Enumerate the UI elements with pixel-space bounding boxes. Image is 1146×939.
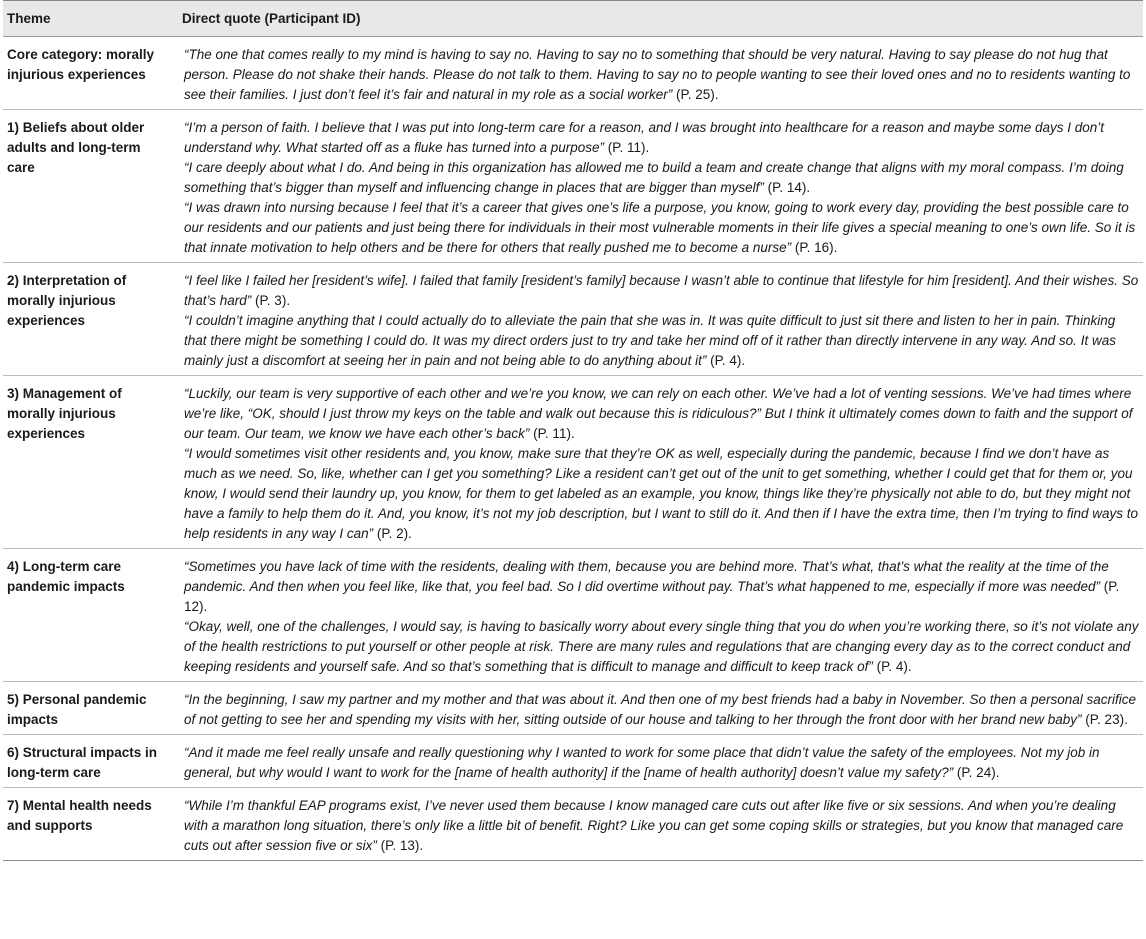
participant-id: (P. 16).: [791, 240, 838, 255]
theme-cell: 3) Management of morally injurious experiences: [3, 376, 178, 549]
table-row: [3, 263, 1143, 376]
quote: [184, 311, 1139, 371]
table-row: [3, 788, 1143, 861]
quote-text: “Okay, well, one of the challenges, I would say, is having to basically worry about every single thing that you do when you’re working there, so it’s not violate any of the health restrictions to put yourself or other people at risk. There are many rules and regulations that are changing every day as to the correct conduct and keeping residents and yourself safe. And so that’s something that is difficult to manage and difficult to keep track of”: [184, 619, 1139, 674]
quote-text: “The one that comes really to my mind is having to say no. Having to say no to something that should be very natural. Having to say please do not hug that person. Please do not shake their hands. Please do not talk to them. Having to say no to people wanting to see their loved ones and no to residents wanting to see their families. I just don’t feel it’s fair and natural in my role as a social worker”: [184, 47, 1131, 102]
table-row: [3, 376, 1143, 549]
themes-quotes-table: [3, 0, 1143, 861]
quote: [184, 690, 1139, 730]
quote-text: “I would sometimes visit other residents and, you know, make sure that they’re OK as well, especially during the pandemic, because I find we don’t have as much as we need. So, like, whether can I get you something? Like a resident can’t get out of the unit to get something, whether I could get that for them or, you know, I would send their laundry up, you know, for them to get labeled as an example, you know, things like they’re physically not able to do, but they might not have a family to help them do it. And, you know, it’s not my job description, but I want to still do it. And then if I have the extra time, then I’m trying to find ways to help residents in any way I can”: [184, 446, 1138, 541]
quote-text: “I feel like I failed her [resident’s wife]. I failed that family [resident’s family] because I wasn’t able to continue that lifestyle for him [resident]. And their wishes. So that’s hard”: [184, 273, 1139, 308]
table-row: [3, 549, 1143, 682]
quote-cell: [178, 549, 1143, 682]
quote-text: “While I’m thankful EAP programs exist, I’ve never used them because I know managed care cuts out after like five or six sessions. And when you’re dealing with a marathon long situation, there’s only like a little bit of benefit. Right? Like you can get some coping skills or strategies, but you know that managed care cuts out after session five or six”: [184, 798, 1124, 853]
table-row: [3, 682, 1143, 735]
quote: [184, 158, 1139, 198]
participant-id: (P. 4).: [706, 353, 746, 368]
quote-text: “Sometimes you have lack of time with the residents, dealing with them, because you are behind more. That’s what, that’s what the reality at the time of the pandemic. And then when you feel like, like that, you feel bad. So I did overtime without pay. That’s what happened to me, especially if more was needed”: [184, 559, 1109, 594]
participant-id: (P. 25).: [672, 87, 719, 102]
theme-cell: 2) Interpretation of morally injurious experiences: [3, 263, 178, 376]
quote-cell: [178, 682, 1143, 735]
quote-text: “Luckily, our team is very supportive of each other and we’re you know, we can rely on each other. We’ve had a lot of venting sessions. We’ve had times where we’re like, “OK, should I just throw my keys on the table and walk out because this is ridiculous?” But I think it ultimately comes down to faith and the support of our team. Our team, we know we have each other’s back”: [184, 386, 1133, 441]
header-row: [3, 1, 1143, 37]
quote: [184, 557, 1139, 617]
quote-text: “I care deeply about what I do. And being in this organization has allowed me to build a team and create change that aligns with my moral compass. I’m doing something that’s bigger than myself and influencing change in places that are bigger than myself”: [184, 160, 1124, 195]
quote: [184, 617, 1139, 677]
participant-id: (P. 11).: [604, 140, 650, 155]
quote-cell: [178, 110, 1143, 263]
theme-cell: 7) Mental health needs and supports: [3, 788, 178, 861]
participant-id: (P. 11).: [529, 426, 575, 441]
participant-id: (P. 2).: [373, 526, 412, 541]
table-row: [3, 110, 1143, 263]
quote: [184, 444, 1139, 544]
quote-cell: [178, 263, 1143, 376]
theme-cell: 4) Long-term care pandemic impacts: [3, 549, 178, 682]
quote-text: “And it made me feel really unsafe and really questioning why I wanted to work for some place that didn’t value the safety of the employees. Not my job in general, but why would I want to work for the [name of health authority] if the [name of health authority] doesn’t value my safety?”: [184, 745, 1100, 780]
quote-text: “In the beginning, I saw my partner and my mother and that was about it. And then one of my best friends had a baby in November. So then a personal sacrifice of not getting to see her and spending my visits with her, sitting outside of our house and talking to her through the front door with her brand new baby”: [184, 692, 1137, 727]
participant-id: (P. 24).: [953, 765, 1000, 780]
participant-id: (P. 14).: [763, 180, 811, 195]
header-theme: Theme: [3, 1, 178, 37]
participant-id: (P. 13).: [376, 838, 424, 853]
quote: [184, 384, 1139, 444]
quote: [184, 743, 1139, 783]
table-row: [3, 735, 1143, 788]
quote: [184, 796, 1139, 856]
quote-text: “I couldn’t imagine anything that I could actually do to alleviate the pain that she was in. It was quite difficult to just sit there and listen to her in pain. Thinking that there might be something I could do. It was my direct orders just to try and take her mind off of it rather than directly intervene in any way. And so. It was mainly just a discomfort at seeing her in pain and not being able to do anything about it”: [184, 313, 1116, 368]
quote: [184, 271, 1139, 311]
quote-cell: [178, 376, 1143, 549]
table-row: [3, 37, 1143, 110]
theme-cell: 1) Beliefs about older adults and long-term care: [3, 110, 178, 263]
quote-cell: [178, 37, 1143, 110]
participant-id: (P. 12).: [184, 579, 1120, 614]
quote-cell: [178, 735, 1143, 788]
participant-id: (P. 4).: [872, 659, 912, 674]
quote-cell: [178, 788, 1143, 861]
quote-text: “I was drawn into nursing because I feel that it’s a career that gives one’s life a purpose, you know, going to work every day, providing the best possible care to our residents and our patients and just being there for individuals in their most vulnerable moments in their life gives a special meaning to one’s own life. So it is that innate motivation to help others and be there for others that really pushed me to become a nurse”: [184, 200, 1136, 255]
theme-cell: 6) Structural impacts in long-term care: [3, 735, 178, 788]
theme-cell: Core category: morally injurious experiences: [3, 37, 178, 110]
quote-text: “I’m a person of faith. I believe that I was put into long-term care for a reason, and I was brought into healthcare for a reason and maybe some days I don’t understand why. What started off as a fluke has turned into a purpose”: [184, 120, 1105, 155]
quote: [184, 198, 1139, 258]
header-quote: Direct quote (Participant ID): [178, 1, 1143, 37]
quote: [184, 45, 1139, 105]
participant-id: (P. 3).: [251, 293, 291, 308]
theme-cell: 5) Personal pandemic impacts: [3, 682, 178, 735]
participant-id: (P. 23).: [1081, 712, 1128, 727]
quote: [184, 118, 1139, 158]
